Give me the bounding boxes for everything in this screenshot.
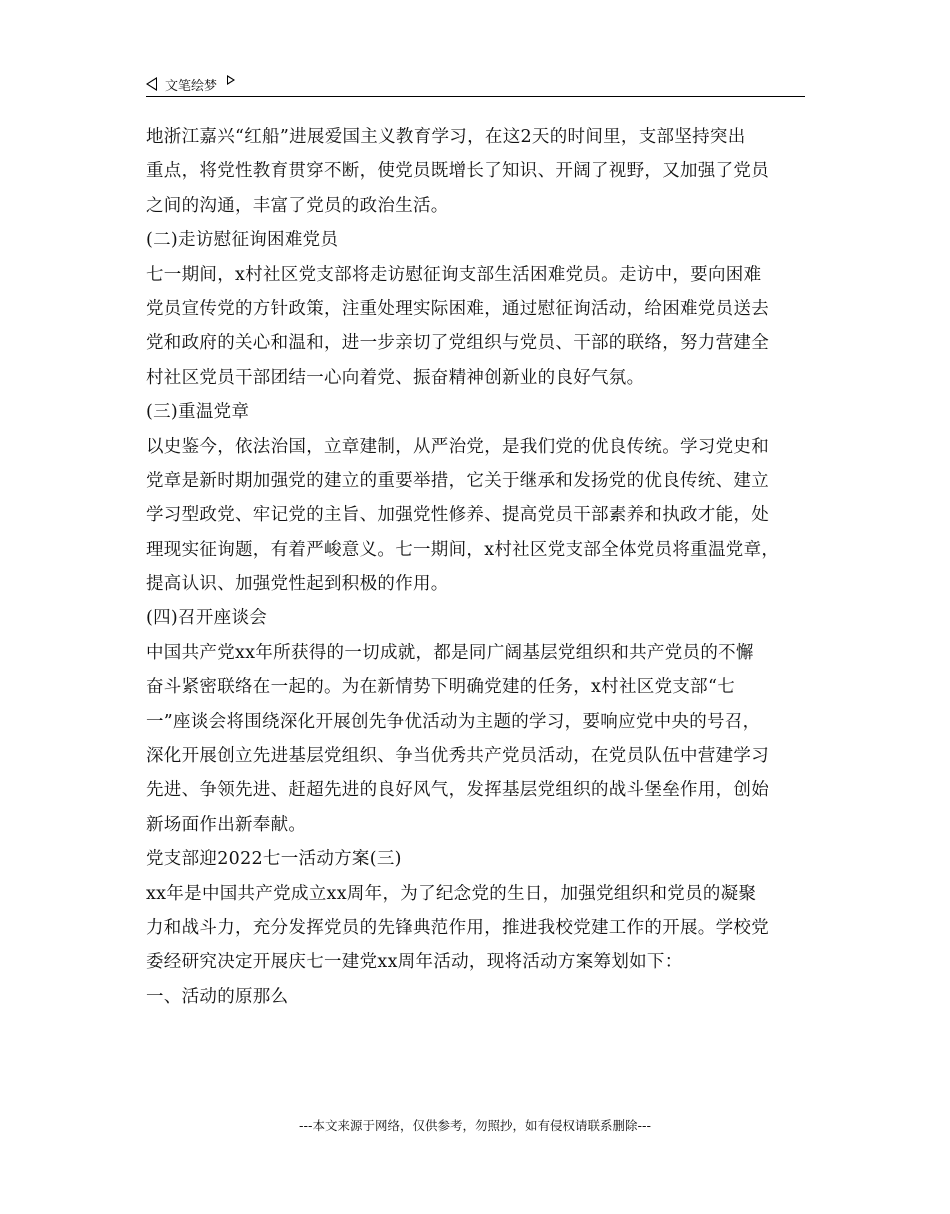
body-line: 新场面作出新奉献。: [146, 814, 307, 835]
body-line: 以史鉴今，依法治国，立章建制，从严治党，是我们党的优良传统。学习党史和: [146, 436, 769, 457]
header-title: 文笔绘梦: [165, 78, 218, 94]
body-line: 七一期间，x村社区党支部将走访慰征询支部生活困难党员。走访中，要向困难: [146, 264, 762, 285]
section-heading: (二)走访慰征询困难党员: [146, 230, 339, 251]
triangle-left-icon: [146, 77, 157, 91]
body-line: 中国共产党xx年所获得的一切成就，都是同广阔基层党组织和共产党员的不懈: [146, 642, 754, 663]
section-heading: (四)召开座谈会: [146, 608, 268, 629]
body-line: xx年是中国共产党成立xx周年，为了纪念党的生日，加强党组织和党员的凝聚: [146, 883, 757, 904]
page-footer: ---本文来源于网络，仅供参考，勿照抄，如有侵权请联系删除---: [298, 1118, 652, 1133]
body-line: 党和政府的关心和温和，进一步亲切了党组织与党员、干部的联络，努力营建全: [146, 333, 769, 354]
body-line: 先进、争领先进、赶超先进的良好风气，发挥基层党组织的战斗堡垒作用，创始: [146, 780, 769, 801]
body-line: 重点，将党性教育贯穿不断，使党员既增长了知识、开阔了视野，又加强了党员: [146, 161, 769, 182]
body-line: 委经研究决定开展庆七一建党xx周年活动，现将活动方案筹划如下：: [146, 952, 683, 973]
body-line: 党章是新时期加强党的建立的重要举措，它关于继承和发扬党的优良传统、建立: [146, 470, 769, 491]
body-line: 力和战斗力，充分发挥党员的先锋典范作用，推进我校党建工作的开展。学校党: [146, 917, 769, 938]
body-line: 之间的沟通，丰富了党员的政治生活。: [146, 195, 449, 216]
body-line: 地浙江嘉兴“红船”进展爱国主义教育学习，在这2天的时间里，支部坚持突出: [146, 127, 746, 147]
section-heading: 党支部迎2022七一活动方案(三): [146, 849, 402, 870]
page-header: [146, 72, 805, 97]
triangle-right-icon: [227, 75, 235, 85]
body-line: 党员宣传党的方针政策，注重处理实际困难，通过慰征询活动，给困难党员送去: [146, 298, 769, 319]
body-line: 学习型政党、牢记党的主旨、加强党性修养、提高党员干部素养和执政才能，处: [146, 505, 769, 526]
body-line: 一”座谈会将围绕深化开展创先争优活动为主题的学习，要响应党中央的号召，: [146, 711, 761, 732]
body-line: 深化开展创立先进基层党组织、争当优秀共产党员活动，在党员队伍中营建学习: [146, 746, 769, 767]
section-heading: 一、活动的原那么: [146, 986, 289, 1007]
body-line: 村社区党员干部团结一心向着党、振奋精神创新业的良好气氛。: [146, 367, 645, 388]
body-line: 理现实征询题，有着严峻意义。七一期间，x村社区党支部全体党员将重温党章，: [146, 539, 780, 560]
body-line: 奋斗紧密联络在一起的。为在新情势下明确党建的任务，x村社区党支部“七: [146, 677, 736, 698]
body-line: 提高认识、加强党性起到积极的作用。: [146, 574, 449, 595]
document-body: [146, 120, 810, 1014]
section-heading: (三)重温党章: [146, 402, 250, 423]
